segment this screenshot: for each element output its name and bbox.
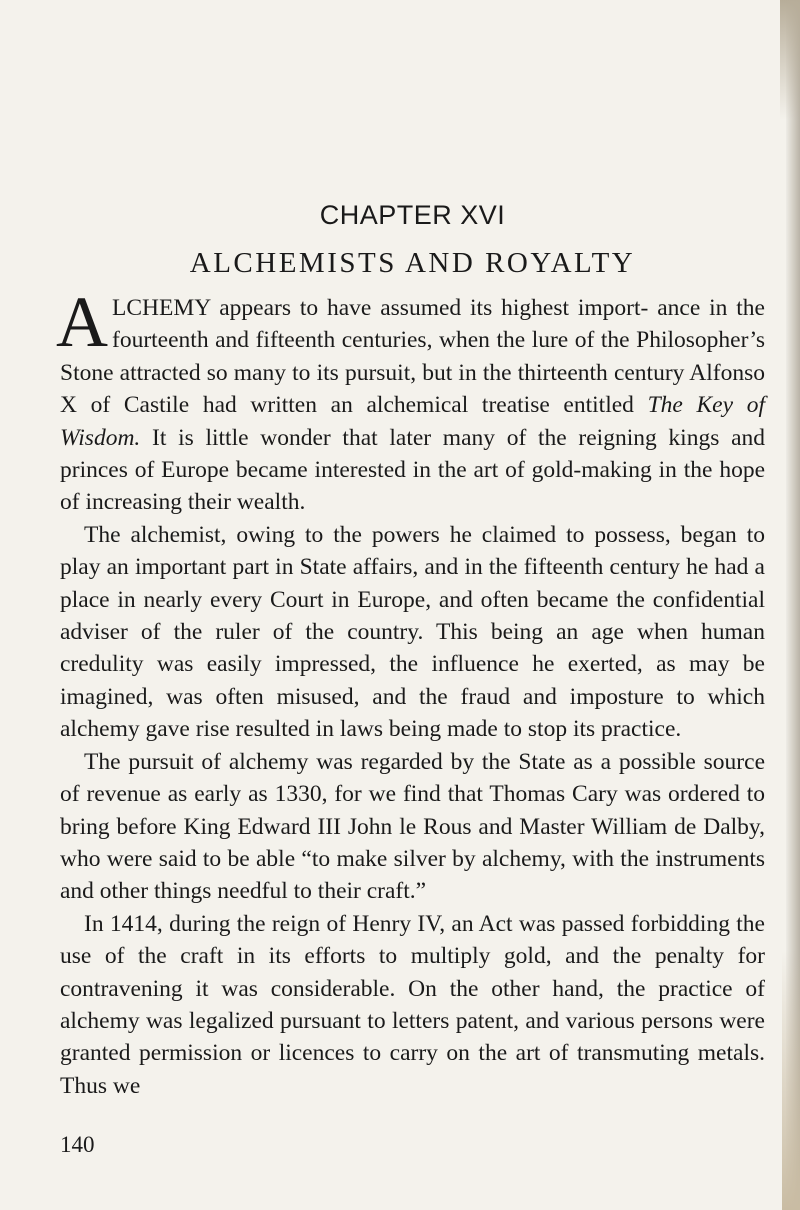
paragraph-3: The pursuit of alchemy was regarded by the State as a possible source of revenue as early as 1330, for we find that Thomas Cary was ordered to bring before King Edward III John le Rous and Master William de Dalby, who were said to be able “to make silver by alchemy, with the instruments and other things needful to their craft.” [60,748,765,905]
paragraph-2: The alchemist, owing to the powers he claimed to possess, began to play an important part in State affairs, and in the fifteenth century he had a place in nearly every Court in Europe, and often became the confidential adviser of the ruler of the country. This being an age when human credulity was easily impressed, the influence he exerted, as may be imagined, was often misused, and the fraud and imposture to which alchemy gave rise resulted in laws being made to stop its practice. [60,521,765,743]
chapter-title: ALCHEMISTS AND ROYALTY [189,247,636,279]
drop-cap: A [56,282,108,362]
page-edge-stain-top [780,0,800,120]
paragraph-1 [56,282,765,519]
body-text [56,282,765,1102]
chapter-number: CHAPTER XVI [319,200,506,230]
page-edge-stain-bottom [782,950,800,1210]
paragraph-1-text-end: It is little wonder that later many of the reigning kings and princes of Europe became interested in the art of gold-making in the hope of increasing their wealth. [60,424,765,516]
book-title-italic: The Key of Wisdom. [60,392,765,451]
paragraph-1-text: LCHEMY appears to have assumed its highest import- ance in the fourteenth and fifteenth centuries, when the lure of the Philosopher’s Stone attracted so many to its pursuit, but in the thirteenth century Alfonso X of Castile had written an alchemical treatise entitled [60,295,765,419]
paragraph-4: In 1414, during the reign of Henry IV, an Act was passed forbidding the use of the craft in its efforts to multiply gold, and the penalty for contravening it was considerable. On the other hand, the practice of alchemy was legalized pursuant to letters patent, and various persons were granted permission or licences to carry on the art of transmuting metals. Thus we [60,910,765,1099]
page-number: 140 [60,1132,95,1157]
